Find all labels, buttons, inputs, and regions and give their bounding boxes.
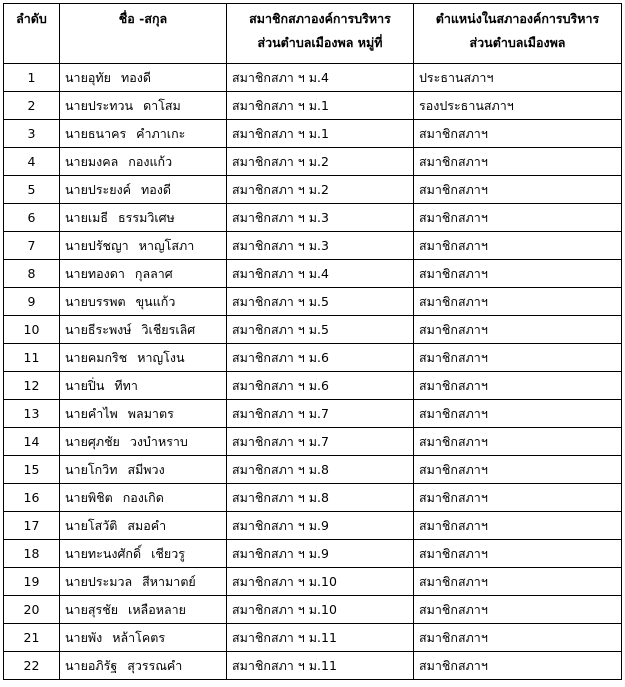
member-village: สมาชิกสภา ฯ ม.10 <box>227 568 414 596</box>
table-row <box>4 624 622 652</box>
member-position: สมาชิกสภาฯ <box>414 456 622 484</box>
first-name: นายทะนงศักดิ์ <box>65 546 142 561</box>
table-row <box>4 288 622 316</box>
table-body <box>4 64 622 680</box>
first-name: นายคำไพ <box>65 406 118 421</box>
member-name <box>60 652 227 680</box>
row-number: 21 <box>4 624 60 652</box>
member-name <box>60 568 227 596</box>
last-name: วิเชียรเลิศ <box>141 322 196 337</box>
last-name: กุลลาศ <box>134 266 173 281</box>
last-name: เชียวรู <box>151 546 185 561</box>
member-name <box>60 148 227 176</box>
last-name: คำภาเกะ <box>136 126 186 141</box>
member-name <box>60 484 227 512</box>
last-name: หาญโสภา <box>138 238 195 253</box>
member-village: สมาชิกสภา ฯ ม.6 <box>227 344 414 372</box>
last-name: พลมาตร <box>127 406 174 421</box>
table-row <box>4 120 622 148</box>
first-name: นายทองดา <box>65 266 125 281</box>
member-village: สมาชิกสภา ฯ ม.5 <box>227 288 414 316</box>
member-position: สมาชิกสภาฯ <box>414 568 622 596</box>
header-member-line1: สมาชิกสภาองค์การบริหาร <box>249 11 391 26</box>
table-row <box>4 484 622 512</box>
member-position: สมาชิกสภาฯ <box>414 512 622 540</box>
row-number: 6 <box>4 204 60 232</box>
member-name <box>60 596 227 624</box>
first-name: นายประมวล <box>65 574 133 589</box>
last-name: วงบำหราบ <box>129 434 188 449</box>
table-row <box>4 316 622 344</box>
table-row <box>4 232 622 260</box>
header-position-line2: ส่วนตำบลเมืองพล <box>469 35 566 50</box>
member-village: สมาชิกสภา ฯ ม.8 <box>227 484 414 512</box>
last-name: สมีพวง <box>127 462 165 477</box>
table-row <box>4 176 622 204</box>
first-name: นายปิ่น <box>65 378 105 393</box>
last-name: ธรรมวิเศษ <box>118 210 175 225</box>
first-name: นายโกวิท <box>65 462 118 477</box>
member-village: สมาชิกสภา ฯ ม.7 <box>227 400 414 428</box>
first-name: นายมงคล <box>65 154 119 169</box>
member-position: สมาชิกสภาฯ <box>414 624 622 652</box>
last-name: สมอคำ <box>127 518 167 533</box>
table-row <box>4 652 622 680</box>
member-village: สมาชิกสภา ฯ ม.1 <box>227 120 414 148</box>
member-name <box>60 624 227 652</box>
member-position: สมาชิกสภาฯ <box>414 288 622 316</box>
member-village: สมาชิกสภา ฯ ม.10 <box>227 596 414 624</box>
row-number: 13 <box>4 400 60 428</box>
row-number: 16 <box>4 484 60 512</box>
last-name: หล้าโคตร <box>112 630 166 645</box>
member-village: สมาชิกสภา ฯ ม.4 <box>227 64 414 92</box>
member-position: สมาชิกสภาฯ <box>414 596 622 624</box>
member-position: สมาชิกสภาฯ <box>414 176 622 204</box>
table-row <box>4 372 622 400</box>
last-name: สุวรรณคำ <box>127 658 183 673</box>
first-name: นายปรัชญา <box>65 238 129 253</box>
member-position: รองประธานสภาฯ <box>414 92 622 120</box>
header-position-line1: ตำแหน่งในสภาองค์การบริหาร <box>435 11 600 26</box>
member-village: สมาชิกสภา ฯ ม.9 <box>227 540 414 568</box>
member-village: สมาชิกสภา ฯ ม.2 <box>227 176 414 204</box>
table-row <box>4 344 622 372</box>
table-header <box>4 4 622 64</box>
member-name <box>60 372 227 400</box>
member-village: สมาชิกสภา ฯ ม.5 <box>227 316 414 344</box>
last-name: ทองดี <box>141 182 172 197</box>
member-position: สมาชิกสภาฯ <box>414 232 622 260</box>
row-number: 19 <box>4 568 60 596</box>
table-row <box>4 568 622 596</box>
row-number: 11 <box>4 344 60 372</box>
table-row <box>4 512 622 540</box>
member-name <box>60 232 227 260</box>
member-position: สมาชิกสภาฯ <box>414 540 622 568</box>
last-name: ขุนแก้ว <box>135 294 176 309</box>
first-name: นายสุรชัย <box>65 602 119 617</box>
members-table <box>3 3 622 680</box>
first-name: นายประยงค์ <box>65 182 132 197</box>
member-name <box>60 176 227 204</box>
member-name <box>60 456 227 484</box>
last-name: กองเกิด <box>122 490 164 505</box>
table-row <box>4 64 622 92</box>
last-name: หาญโงน <box>137 350 185 365</box>
member-position: สมาชิกสภาฯ <box>414 400 622 428</box>
table-row <box>4 540 622 568</box>
row-number: 2 <box>4 92 60 120</box>
table-row <box>4 400 622 428</box>
member-village: สมาชิกสภา ฯ ม.6 <box>227 372 414 400</box>
member-village: สมาชิกสภา ฯ ม.4 <box>227 260 414 288</box>
first-name: นายประทวน <box>65 98 134 113</box>
member-name <box>60 64 227 92</box>
member-village: สมาชิกสภา ฯ ม.11 <box>227 652 414 680</box>
header-member-line2: ส่วนตำบลเมืองพล หมู่ที่ <box>257 35 383 50</box>
member-position: สมาชิกสภาฯ <box>414 372 622 400</box>
member-name <box>60 288 227 316</box>
table-row <box>4 596 622 624</box>
row-number: 22 <box>4 652 60 680</box>
last-name: กองแก้ว <box>128 154 173 169</box>
member-name <box>60 400 227 428</box>
member-position: ประธานสภาฯ <box>414 64 622 92</box>
member-position: สมาชิกสภาฯ <box>414 316 622 344</box>
first-name: นายเมธี <box>65 210 109 225</box>
header-name: ชื่อ -สกุล <box>60 4 227 64</box>
last-name: ทองดี <box>120 70 151 85</box>
table-row <box>4 148 622 176</box>
row-number: 3 <box>4 120 60 148</box>
row-number: 8 <box>4 260 60 288</box>
first-name: นายอภิรัฐ <box>65 658 118 673</box>
row-number: 7 <box>4 232 60 260</box>
row-number: 9 <box>4 288 60 316</box>
row-number: 17 <box>4 512 60 540</box>
member-name <box>60 540 227 568</box>
header-row <box>4 4 622 64</box>
last-name: ทีทา <box>114 378 138 393</box>
member-position: สมาชิกสภาฯ <box>414 204 622 232</box>
member-position: สมาชิกสภาฯ <box>414 652 622 680</box>
last-name: เหลือหลาย <box>128 602 186 617</box>
member-position: สมาชิกสภาฯ <box>414 148 622 176</box>
member-name <box>60 428 227 456</box>
row-number: 10 <box>4 316 60 344</box>
member-village: สมาชิกสภา ฯ ม.8 <box>227 456 414 484</box>
row-number: 18 <box>4 540 60 568</box>
first-name: นายพัง <box>65 630 103 645</box>
header-number: ลำดับ <box>4 4 60 64</box>
member-name <box>60 204 227 232</box>
member-name <box>60 512 227 540</box>
table-row <box>4 260 622 288</box>
table-row <box>4 204 622 232</box>
member-position: สมาชิกสภาฯ <box>414 120 622 148</box>
member-village: สมาชิกสภา ฯ ม.2 <box>227 148 414 176</box>
row-number: 12 <box>4 372 60 400</box>
row-number: 5 <box>4 176 60 204</box>
row-number: 1 <box>4 64 60 92</box>
member-name <box>60 120 227 148</box>
member-village: สมาชิกสภา ฯ ม.1 <box>227 92 414 120</box>
member-name <box>60 344 227 372</box>
first-name: นายบรรพต <box>65 294 126 309</box>
member-village: สมาชิกสภา ฯ ม.3 <box>227 204 414 232</box>
member-village: สมาชิกสภา ฯ ม.7 <box>227 428 414 456</box>
first-name: นายศุภชัย <box>65 434 120 449</box>
first-name: นายธนาคร <box>65 126 127 141</box>
first-name: นายพิชิต <box>65 490 113 505</box>
first-name: นายธีระพงษ์ <box>65 322 132 337</box>
row-number: 20 <box>4 596 60 624</box>
last-name: สีหามาตย์ <box>142 574 196 589</box>
member-village: สมาชิกสภา ฯ ม.9 <box>227 512 414 540</box>
member-village: สมาชิกสภา ฯ ม.3 <box>227 232 414 260</box>
member-position: สมาชิกสภาฯ <box>414 344 622 372</box>
header-member <box>227 4 414 64</box>
member-name <box>60 260 227 288</box>
member-name <box>60 92 227 120</box>
header-position <box>414 4 622 64</box>
row-number: 14 <box>4 428 60 456</box>
table-row <box>4 456 622 484</box>
first-name: นายคมกริช <box>65 350 128 365</box>
member-name <box>60 316 227 344</box>
member-village: สมาชิกสภา ฯ ม.11 <box>227 624 414 652</box>
row-number: 15 <box>4 456 60 484</box>
first-name: นายอุทัย <box>65 70 111 85</box>
table-row <box>4 92 622 120</box>
last-name: ดาโสม <box>143 98 181 113</box>
member-position: สมาชิกสภาฯ <box>414 484 622 512</box>
first-name: นายโสวัติ <box>65 518 118 533</box>
table-row <box>4 428 622 456</box>
member-position: สมาชิกสภาฯ <box>414 260 622 288</box>
member-position: สมาชิกสภาฯ <box>414 428 622 456</box>
row-number: 4 <box>4 148 60 176</box>
